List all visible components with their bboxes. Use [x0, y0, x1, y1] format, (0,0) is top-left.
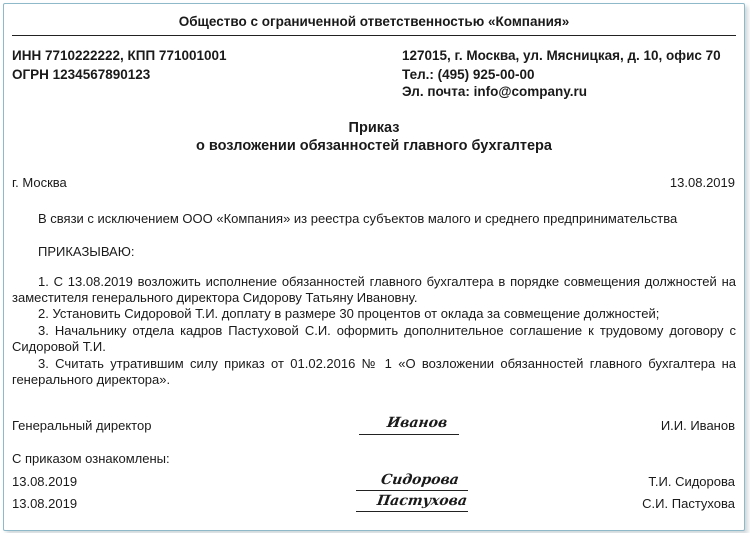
acquainted-name-1: Т.И. Сидорова: [648, 474, 735, 489]
address: 127015, г. Москва, ул. Мясницкая, д. 10, офис 70: [402, 48, 721, 63]
director-signature-line: [359, 434, 459, 435]
pastukhova-signature-line: [356, 511, 468, 512]
acquainted-date-1: 13.08.2019: [12, 474, 78, 489]
acquainted-name-2: С.И. Пастухова: [642, 496, 735, 511]
header-divider: [12, 35, 736, 36]
director-position: Генеральный директор: [12, 418, 152, 433]
order-word: ПРИКАЗЫВАЮ:: [38, 244, 135, 259]
sidorova-signature-line: [356, 490, 468, 491]
email: Эл. почта: info@company.ru: [402, 84, 588, 99]
place: г. Москва: [12, 175, 67, 190]
director-signature: Иванов: [385, 415, 449, 431]
document-title: Приказ: [348, 120, 400, 136]
acquainted-label: С приказом ознакомлены:: [12, 451, 170, 466]
inn-kpp: ИНН 7710222222, КПП 771001001: [12, 48, 227, 63]
order-item-2: 2. Установить Сидоровой Т.И. доплату в размере 30 процентов от оклада за совмещение должностей;: [38, 306, 660, 321]
director-name: И.И. Иванов: [660, 418, 735, 433]
acquainted-date-2: 13.08.2019: [12, 496, 78, 511]
document-date: 13.08.2019: [669, 175, 735, 190]
organization-name: Общество с ограниченной ответственностью «Компания»: [178, 14, 570, 29]
ogrn: ОГРН 1234567890123: [12, 67, 151, 82]
document-subtitle: о возложении обязанностей главного бухгалтера: [196, 138, 552, 154]
sidorova-signature: Сидорова: [379, 472, 460, 488]
order-document: [3, 3, 745, 531]
pastukhova-signature: Пастухова: [375, 493, 469, 509]
order-item-4: 3. Считать утратившим силу приказ от 01.02.2016 № 1 «О возложении обязанностей главного бухгалтера на генерального директора».: [12, 356, 736, 387]
order-item-3: 3. Начальнику отдела кадров Пастуховой С.И. оформить дополнительное соглашение к трудовому договору с Сидоровой Т.И.: [12, 323, 736, 354]
preamble: В связи с исключением ООО «Компания» из реестра субъектов малого и среднего предпринимательства: [38, 211, 678, 226]
phone: Тел.: (495) 925-00-00: [402, 67, 535, 82]
order-item-1: 1. С 13.08.2019 возложить исполнение обязанностей главного бухгалтера в порядке совмещения должностей на заместителя генерального директора Сидорову Татьяну Ивановну.: [12, 274, 736, 305]
